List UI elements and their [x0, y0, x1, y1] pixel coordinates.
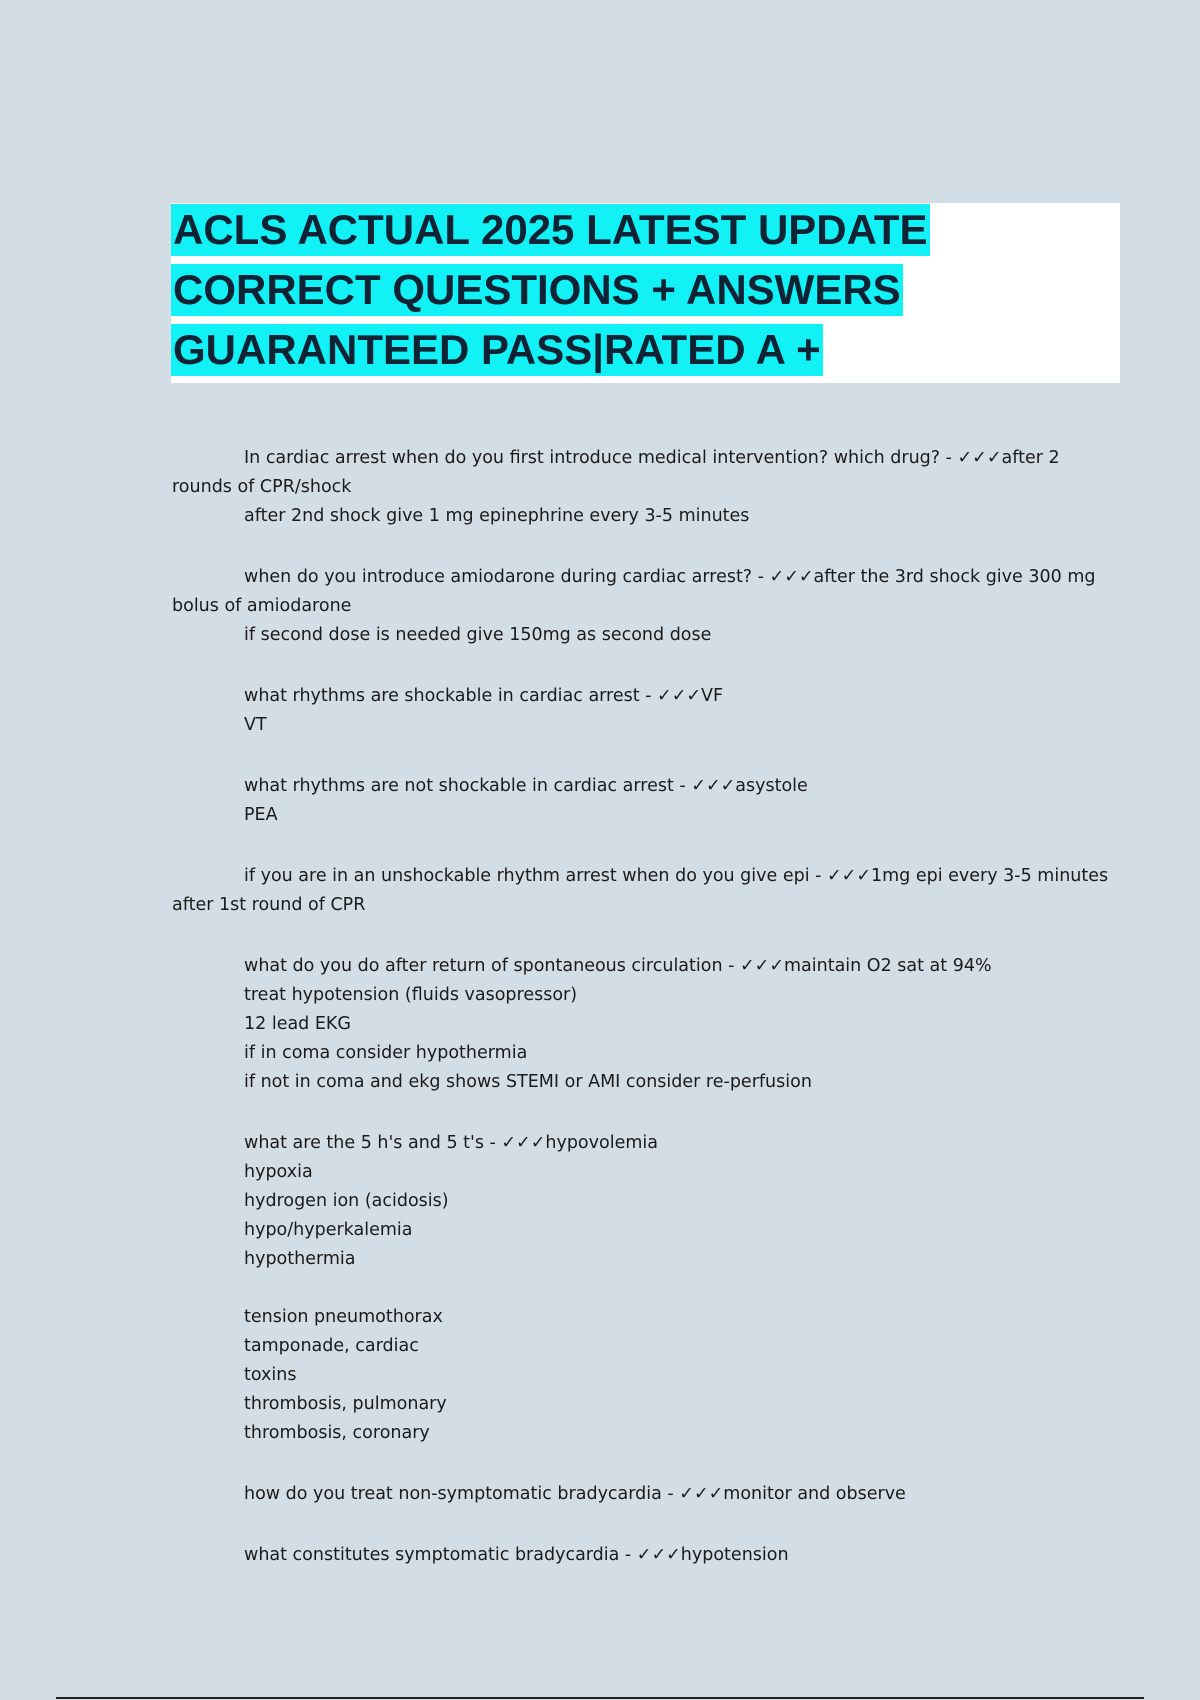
qa-question: what do you do after return of spontaneous circulation - ✓✓✓maintain O2 sat at 94% — [244, 956, 992, 976]
qa-item — [172, 1480, 1122, 1509]
qa-item — [172, 682, 1122, 740]
qa-item — [172, 1541, 1122, 1570]
qa-item — [172, 952, 1122, 1097]
title-block — [171, 203, 1120, 383]
qa-spacer — [172, 1274, 1122, 1303]
qa-answer-line: hydrogen ion (acidosis) — [244, 1191, 449, 1211]
qa-answer-line: tamponade, cardiac — [244, 1336, 419, 1356]
qa-answer-line: if second dose is needed give 150mg as second dose — [244, 625, 712, 645]
qa-question: what are the 5 h's and 5 t's - ✓✓✓hypovolemia — [244, 1133, 658, 1153]
qa-answer-line: hypo/hyperkalemia — [244, 1220, 413, 1240]
qa-question: how do you treat non-symptomatic bradycardia - ✓✓✓monitor and observe — [244, 1484, 906, 1504]
qa-answer-line: if in coma consider hypothermia — [244, 1043, 528, 1063]
qa-question: what rhythms are not shockable in cardiac arrest - ✓✓✓asystole — [244, 776, 808, 796]
qa-question: what rhythms are shockable in cardiac arrest - ✓✓✓VF — [244, 686, 724, 706]
qa-item — [172, 563, 1122, 650]
qa-answer-line: thrombosis, coronary — [244, 1423, 430, 1443]
bottom-rule — [56, 1697, 1144, 1699]
qa-answer-line: after 2nd shock give 1 mg epinephrine every 3-5 minutes — [244, 506, 750, 526]
title-line-1: ACLS ACTUAL 2025 LATEST UPDATE — [171, 204, 930, 256]
qa-answer-line: hypoxia — [244, 1162, 313, 1182]
qa-question: if you are in an unshockable rhythm arrest when do you give epi - ✓✓✓1mg epi every 3-5 minutes after 1st round of CPR — [172, 866, 1109, 915]
qa-answer-line: toxins — [244, 1365, 297, 1385]
qa-question: when do you introduce amiodarone during cardiac arrest? - ✓✓✓after the 3rd shock give 300 mg bolus of amiodarone — [172, 567, 1096, 616]
qa-answer-line: tension pneumothorax — [244, 1307, 443, 1327]
qa-item — [172, 772, 1122, 830]
qa-answer-line: thrombosis, pulmonary — [244, 1394, 447, 1414]
qa-item — [172, 444, 1122, 531]
qa-item — [172, 1129, 1122, 1448]
qa-answer-line: PEA — [244, 805, 278, 825]
qa-list — [172, 444, 1122, 1602]
title-line-2: CORRECT QUESTIONS + ANSWERS — [171, 264, 903, 316]
qa-answer-line: if not in coma and ekg shows STEMI or AMI consider re-perfusion — [244, 1072, 812, 1092]
qa-answer-line: 12 lead EKG — [244, 1014, 351, 1034]
qa-answer-line: hypothermia — [244, 1249, 356, 1269]
qa-item — [172, 862, 1122, 920]
qa-answer-line: treat hypotension (fluids vasopressor) — [244, 985, 578, 1005]
qa-answer-line: VT — [244, 715, 267, 735]
qa-question: In cardiac arrest when do you first introduce medical intervention? which drug? - ✓✓✓after 2 rounds of CPR/shock — [172, 448, 1060, 497]
title-line-3: GUARANTEED PASS|RATED A + — [171, 324, 823, 376]
qa-question: what constitutes symptomatic bradycardia - ✓✓✓hypotension — [244, 1545, 789, 1565]
